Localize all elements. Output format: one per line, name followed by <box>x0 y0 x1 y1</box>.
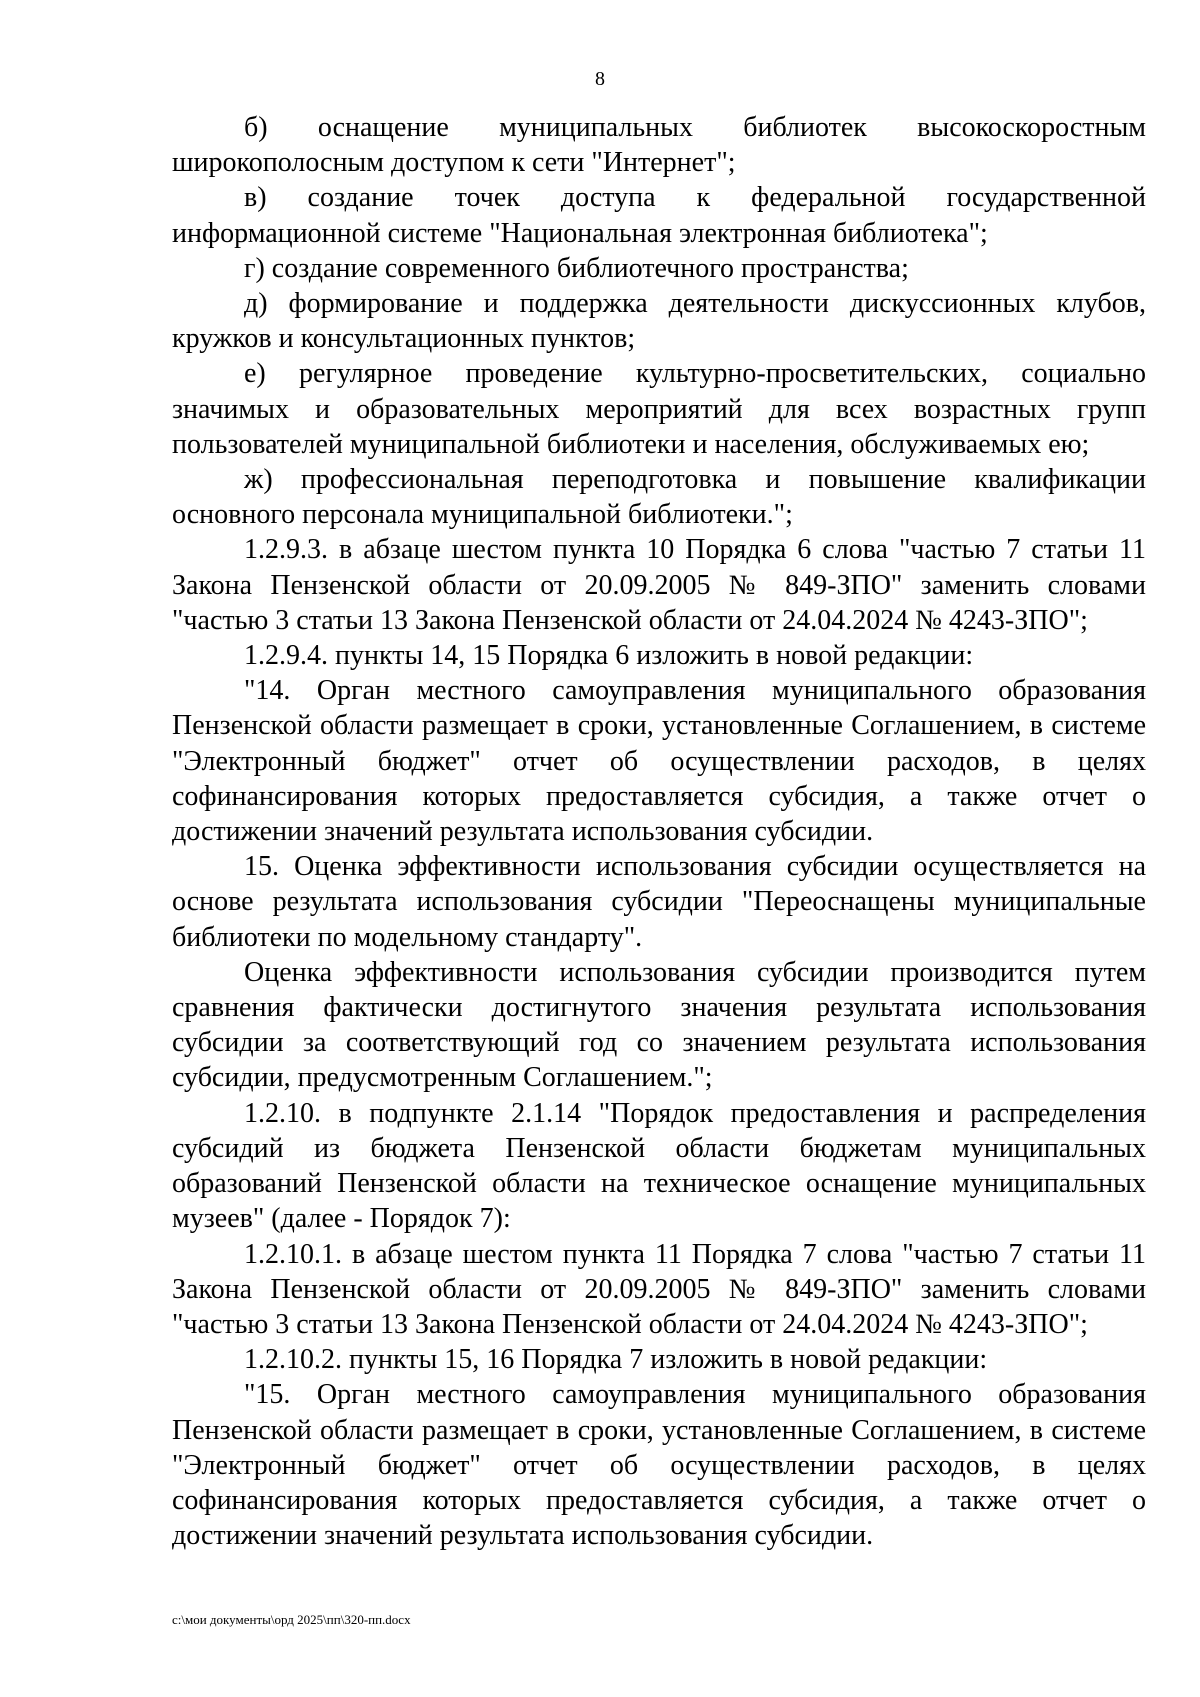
paragraph: ж) профессиональная переподготовка и повышение квалификации основного персонала муниципальной библиотеки."; <box>172 464 1146 531</box>
footer-file-path: c:\мои документы\орд 2025\пп\320-пп.docx <box>172 1612 411 1627</box>
paragraph: 1.2.9.4. пункты 14, 15 Порядка 6 изложить в новой редакции: <box>244 640 974 672</box>
paragraph: Оценка эффективности использования субсидии производится путем сравнения фактически достигнутого значения результата использования субсидии за соответствующий год со значением результата использования субсидии, предусмотренным Соглашением."; <box>172 956 1146 1094</box>
paragraph: д) формирование и поддержка деятельности дискуссионных клубов, кружков и консультационных пунктов; <box>172 288 1146 355</box>
paragraph: 1.2.9.3. в абзаце шестом пункта 10 Порядка 6 слова "частью 7 статьи 11 Закона Пензенской области от 20.09.2005 № 849-ЗПО" заменить словами "частью 3 статьи 13 Закона Пензенской области от 24.04.2024 № 4243-ЗПО"; <box>172 534 1146 636</box>
paragraph: "15. Орган местного самоуправления муниципального образования Пензенской области размещает в сроки, установленные Соглашением, в системе "Электронный бюджет" отчет об осуществлении расходов, в целях софинансирования которых предоставляется субсидия, а также отчет о достижении значений результата использования субсидии. <box>172 1379 1146 1552</box>
page-number: 8 <box>595 68 605 90</box>
paragraph: 1.2.10.1. в абзаце шестом пункта 11 Порядка 7 слова "частью 7 статьи 11 Закона Пензенской области от 20.09.2005 № 849-ЗПО" заменить словами "частью 3 статьи 13 Закона Пензенской области от 24.04.2024 № 4243-ЗПО"; <box>172 1238 1146 1340</box>
paragraph: 1.2.10. в подпункте 2.1.14 "Порядок предоставления и распределения субсидий из бюджета Пензенской области бюджетам муниципальных образований Пензенской области на техническое оснащение муниципальных музеев" (далее - Порядок 7): <box>172 1097 1146 1235</box>
paragraph: в) создание точек доступа к федеральной государственной информационной системе "Национальная электронная библиотека"; <box>172 182 1146 249</box>
paragraph: б) оснащение муниципальных библиотек высокоскоростным широкополосным доступом к сети "Интернет"; <box>172 112 1146 179</box>
paragraph: 15. Оценка эффективности использования субсидии осуществляется на основе результата использования субсидии "Переоснащены муниципальные библиотеки по модельному стандарту". <box>172 851 1146 953</box>
paragraph: г) создание современного библиотечного пространства; <box>244 252 909 284</box>
paragraph: е) регулярное проведение культурно-просветительских, социально значимых и образовательных мероприятий для всех возрастных групп пользователей муниципальной библиотеки и населения, обслуживаемых ею; <box>172 358 1146 460</box>
paragraph: "14. Орган местного самоуправления муниципального образования Пензенской области размещает в сроки, установленные Соглашением, в системе "Электронный бюджет" отчет об осуществлении расходов, в целях софинансирования которых предоставляется субсидия, а также отчет о достижении значений результата использования субсидии. <box>172 675 1146 848</box>
paragraph: 1.2.10.2. пункты 15, 16 Порядка 7 изложить в новой редакции: <box>244 1344 988 1376</box>
document-body <box>172 110 1146 1553</box>
